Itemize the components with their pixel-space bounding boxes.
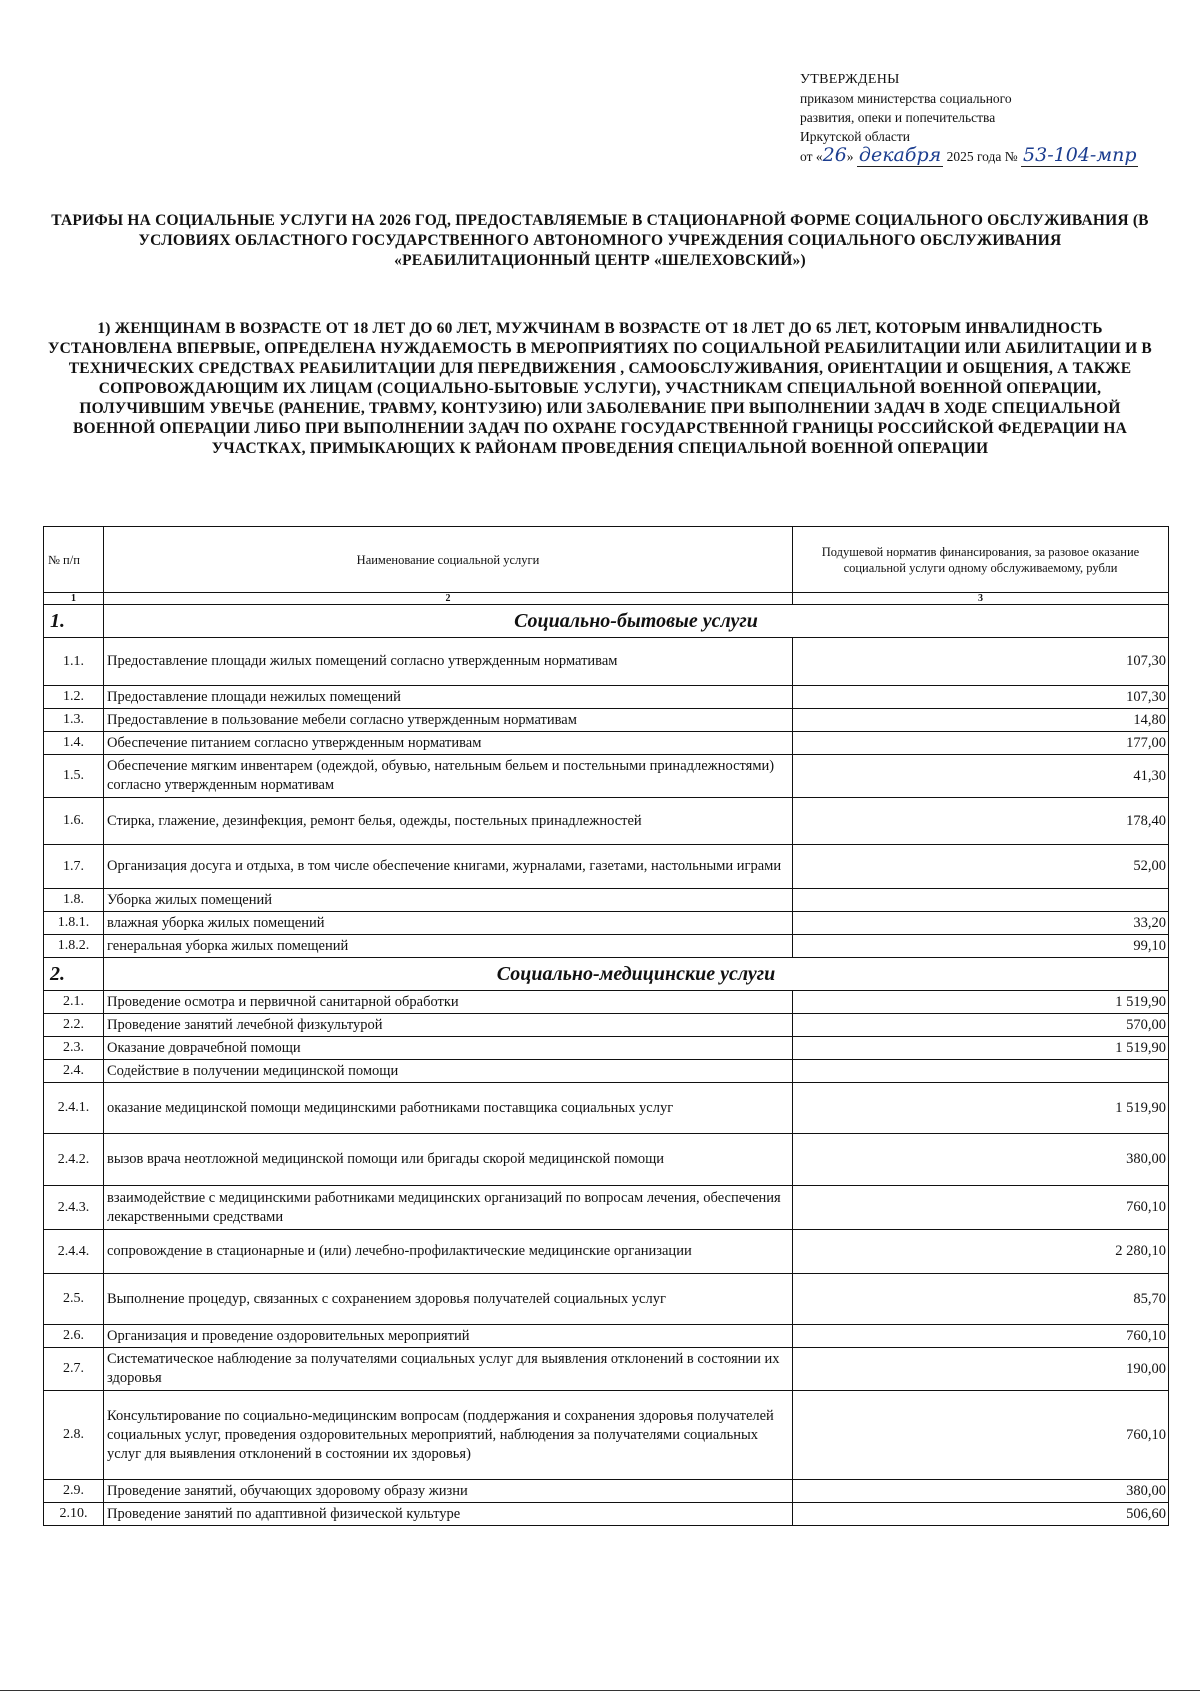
row-number: 2.3. xyxy=(44,1037,104,1060)
row-number: 1.2. xyxy=(44,686,104,709)
row-tariff-value: 99,10 xyxy=(793,935,1169,958)
column-number-2: 2 xyxy=(104,593,793,605)
approval-month-handwritten: декабря xyxy=(858,144,942,166)
row-tariff-value: 506,60 xyxy=(793,1503,1169,1526)
table-row xyxy=(44,1480,1169,1503)
table-row xyxy=(44,1274,1169,1325)
table-row xyxy=(44,1348,1169,1391)
row-service-name: Систематическое наблюдение за получателями социальных услуг для выявления отклонений в состоянии их здоровья xyxy=(104,1348,793,1391)
row-tariff-value: 177,00 xyxy=(793,732,1169,755)
row-number: 2.8. xyxy=(44,1391,104,1480)
row-number: 2.4.4. xyxy=(44,1230,104,1274)
approval-line-3: Иркутской области xyxy=(800,129,911,144)
header-service-name: Наименование социальной услуги xyxy=(104,527,793,593)
section-row xyxy=(44,605,1169,638)
row-tariff-value: 380,00 xyxy=(793,1134,1169,1186)
row-tariff-value: 1 519,90 xyxy=(793,1083,1169,1134)
row-number: 1.7. xyxy=(44,845,104,889)
table-row xyxy=(44,709,1169,732)
approval-day-handwritten: 26 xyxy=(822,144,847,166)
approval-block xyxy=(800,70,1180,166)
row-service-name: Консультирование по социально-медицинским вопросам (поддержания и сохранения здоровья получателей социальных услуг, проведения оздоровительных мероприятий, наблюдения за получателями социальных услуг для выявления отклонений в состоянии их здоровья) xyxy=(104,1391,793,1480)
row-number: 2.4.2. xyxy=(44,1134,104,1186)
section-row xyxy=(44,958,1169,991)
row-service-name: Стирка, глажение, дезинфекция, ремонт белья, одежды, постельных принадлежностей xyxy=(104,798,793,845)
approval-from-label: от « xyxy=(800,149,823,164)
row-number: 1.8. xyxy=(44,889,104,912)
row-tariff-value: 14,80 xyxy=(793,709,1169,732)
table-row xyxy=(44,1083,1169,1134)
table-row xyxy=(44,991,1169,1014)
column-number-3: 3 xyxy=(793,593,1169,605)
row-tariff-value xyxy=(793,1060,1169,1083)
table-row xyxy=(44,1186,1169,1230)
row-number: 1.8.1. xyxy=(44,912,104,935)
row-service-name: Обеспечение питанием согласно утвержденным нормативам xyxy=(104,732,793,755)
table-row xyxy=(44,935,1169,958)
approval-line-1: приказом министерства социального xyxy=(800,91,1012,106)
approval-heading: УТВЕРЖДЕНЫ xyxy=(800,72,900,87)
table-row xyxy=(44,1391,1169,1480)
row-service-name: Обеспечение мягким инвентарем (одеждой, обувью, нательным бельем и постельными принадлежностями) согласно утвержденным нормативам xyxy=(104,755,793,798)
table-row xyxy=(44,1230,1169,1274)
row-tariff-value: 760,10 xyxy=(793,1186,1169,1230)
approval-number-handwritten: 53-104-мпр xyxy=(1023,144,1137,166)
row-service-name: Проведение занятий, обучающих здоровому образу жизни xyxy=(104,1480,793,1503)
approval-line-2: развития, опеки и попечительства xyxy=(800,110,996,125)
row-service-name: Проведение занятий лечебной физкультурой xyxy=(104,1014,793,1037)
table-row xyxy=(44,1325,1169,1348)
row-service-name: сопровождение в стационарные и (или) лечебно-профилактические медицинские организации xyxy=(104,1230,793,1274)
table-row xyxy=(44,1014,1169,1037)
row-number: 1.8.2. xyxy=(44,935,104,958)
table-row xyxy=(44,798,1169,845)
row-tariff-value xyxy=(793,889,1169,912)
row-service-name: Предоставление площади жилых помещений согласно утвержденным нормативам xyxy=(104,638,793,686)
row-number: 2.7. xyxy=(44,1348,104,1391)
row-service-name: Организация и проведение оздоровительных мероприятий xyxy=(104,1325,793,1348)
row-tariff-value: 1 519,90 xyxy=(793,991,1169,1014)
table-row xyxy=(44,638,1169,686)
row-number: 1.1. xyxy=(44,638,104,686)
row-number: 2.2. xyxy=(44,1014,104,1037)
table-row xyxy=(44,686,1169,709)
row-number: 2.4.1. xyxy=(44,1083,104,1134)
row-service-name: вызов врача неотложной медицинской помощи или бригады скорой медицинской помощи xyxy=(104,1134,793,1186)
table-row xyxy=(44,732,1169,755)
row-service-name: оказание медицинской помощи медицинскими работниками поставщика социальных услуг xyxy=(104,1083,793,1134)
row-tariff-value: 107,30 xyxy=(793,638,1169,686)
row-tariff-value: 33,20 xyxy=(793,912,1169,935)
header-tariff: Подушевой норматив финансирования, за разовое оказание социальной услуги одному обслуживаемому, рубли xyxy=(793,527,1169,593)
row-service-name: Проведение осмотра и первичной санитарной обработки xyxy=(104,991,793,1014)
table-row xyxy=(44,912,1169,935)
table-column-numbers-row xyxy=(44,593,1169,605)
table-header-row xyxy=(44,527,1169,593)
row-tariff-value: 380,00 xyxy=(793,1480,1169,1503)
document-subtitle: 1) ЖЕНЩИНАМ В ВОЗРАСТЕ ОТ 18 ЛЕТ ДО 60 ЛЕТ, МУЖЧИНАМ В ВОЗРАСТЕ ОТ 18 ЛЕТ ДО 65 ЛЕТ, КОТОРЫМ ИНВАЛИДНОСТЬ УСТАНОВЛЕНА ВПЕРВЫЕ, ОПРЕДЕЛЕНА НУЖДАЕМОСТЬ В МЕРОПРИЯТИЯХ ПО СОЦИАЛЬНОЙ РЕАБИЛИТАЦИИ ИЛИ АБИЛИТАЦИИ И В ТЕХНИЧЕСКИХ СРЕДСТВАХ РЕАБИЛИТАЦИИ ДЛЯ ПЕРЕДВИЖЕНИЯ , САМООБСЛУЖИВАНИЯ, ОРИЕНТАЦИИ И ОБЩЕНИЯ, А ТАКЖЕ СОПРОВОЖДАЮЩИМ ИХ ЛИЦАМ (СОЦИАЛЬНО-БЫТОВЫЕ УСЛУГИ), УЧАСТНИКАМ СПЕЦИАЛЬНОЙ ВОЕННОЙ ОПЕРАЦИИ, ПОЛУЧИВШИМ УВЕЧЬЕ (РАНЕНИЕ, ТРАВМУ, КОНТУЗИЮ) ИЛИ ЗАБОЛЕВАНИЕ ПРИ ВЫПОЛНЕНИИ ЗАДАЧ В ХОДЕ СПЕЦИАЛЬНОЙ ВОЕННОЙ ОПЕРАЦИИ ЛИБО ПРИ ВЫПОЛНЕНИИ ЗАДАЧ ПО ОХРАНЕ ГОСУДАРСТВЕННОЙ ГРАНИЦЫ РОССИЙСКОЙ ФЕДЕРАЦИИ НА УЧАСТКАХ, ПРИМЫКАЮЩИХ К РАЙОНАМ ПРОВЕДЕНИЯ СПЕЦИАЛЬНОЙ ВОЕННОЙ ОПЕРАЦИИ xyxy=(48,320,1152,457)
row-tariff-value: 760,10 xyxy=(793,1325,1169,1348)
table-row xyxy=(44,889,1169,912)
row-tariff-value: 2 280,10 xyxy=(793,1230,1169,1274)
row-service-name: Предоставление площади нежилых помещений xyxy=(104,686,793,709)
table-row xyxy=(44,1503,1169,1526)
approval-date-line: от «26» декабря 2025 года № 53-104-мпр xyxy=(800,144,1137,166)
table-body xyxy=(44,605,1169,1526)
row-service-name: Выполнение процедур, связанных с сохранением здоровья получателей социальных услуг xyxy=(104,1274,793,1325)
bottom-rule xyxy=(0,1690,1200,1691)
table-row xyxy=(44,1037,1169,1060)
column-number-1: 1 xyxy=(44,593,104,605)
row-number: 1.4. xyxy=(44,732,104,755)
row-tariff-value: 41,30 xyxy=(793,755,1169,798)
row-tariff-value: 178,40 xyxy=(793,798,1169,845)
row-tariff-value: 52,00 xyxy=(793,845,1169,889)
row-service-name: Оказание доврачебной помощи xyxy=(104,1037,793,1060)
row-tariff-value: 107,30 xyxy=(793,686,1169,709)
row-number: 2.10. xyxy=(44,1503,104,1526)
row-number: 1.3. xyxy=(44,709,104,732)
tariff-table xyxy=(43,526,1169,1526)
table-row xyxy=(44,1134,1169,1186)
row-number: 2.5. xyxy=(44,1274,104,1325)
row-number: 2.1. xyxy=(44,991,104,1014)
row-number: 2.4. xyxy=(44,1060,104,1083)
row-service-name: взаимодействие с медицинскими работниками медицинских организаций по вопросам лечения, обеспечения лекарственными средствами xyxy=(104,1186,793,1230)
row-service-name: Организация досуга и отдыха, в том числе обеспечение книгами, журналами, газетами, настольными играми xyxy=(104,845,793,889)
row-tariff-value: 570,00 xyxy=(793,1014,1169,1037)
row-number: 2.6. xyxy=(44,1325,104,1348)
row-service-name: генеральная уборка жилых помещений xyxy=(104,935,793,958)
row-tariff-value: 1 519,90 xyxy=(793,1037,1169,1060)
row-number: 1.6. xyxy=(44,798,104,845)
section-title: Социально-бытовые услуги xyxy=(104,605,1169,638)
row-tariff-value: 190,00 xyxy=(793,1348,1169,1391)
row-tariff-value: 85,70 xyxy=(793,1274,1169,1325)
row-service-name: Проведение занятий по адаптивной физической культуре xyxy=(104,1503,793,1526)
row-service-name: влажная уборка жилых помещений xyxy=(104,912,793,935)
row-number: 2.4.3. xyxy=(44,1186,104,1230)
row-tariff-value: 760,10 xyxy=(793,1391,1169,1480)
row-service-name: Уборка жилых помещений xyxy=(104,889,793,912)
table-row xyxy=(44,755,1169,798)
row-number: 1.5. xyxy=(44,755,104,798)
section-number: 2. xyxy=(44,958,104,991)
row-service-name: Предоставление в пользование мебели согласно утвержденным нормативам xyxy=(104,709,793,732)
section-title: Социально-медицинские услуги xyxy=(104,958,1169,991)
approval-year-text: 2025 года № xyxy=(946,149,1018,164)
row-number: 2.9. xyxy=(44,1480,104,1503)
document-title: ТАРИФЫ НА СОЦИАЛЬНЫЕ УСЛУГИ НА 2026 ГОД, ПРЕДОСТАВЛЯЕМЫЕ В СТАЦИОНАРНОЙ ФОРМЕ СОЦИАЛЬНОГО ОБСЛУЖИВАНИЯ (В УСЛОВИЯХ ОБЛАСТНОГО ГОСУДАРСТВЕННОГО АВТОНОМНОГО УЧРЕЖДЕНИЯ СОЦИАЛЬНОГО ОБСЛУЖИВАНИЯ «РЕАБИЛИТАЦИОННЫЙ ЦЕНТР «ШЕЛЕХОВСКИЙ») xyxy=(51,212,1149,269)
section-number: 1. xyxy=(44,605,104,638)
header-number: № п/п xyxy=(44,527,104,593)
table-row xyxy=(44,845,1169,889)
table-row xyxy=(44,1060,1169,1083)
row-service-name: Содействие в получении медицинской помощи xyxy=(104,1060,793,1083)
